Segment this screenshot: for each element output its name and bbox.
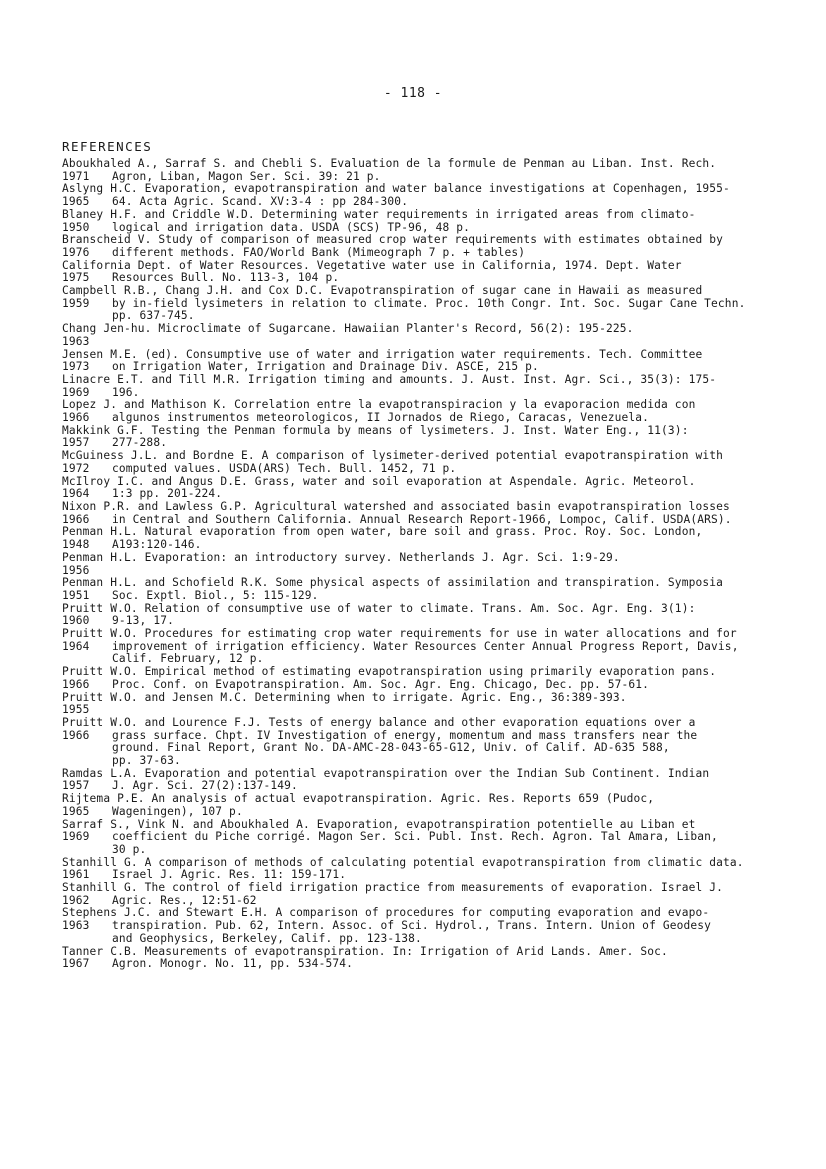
reference-year: 1972 [62, 461, 90, 475]
reference-continuation-line: transpiration. Pub. 62, Intern. Assoc. of Sci. Hydrol., Trans. Intern. Union of Geodesy [112, 919, 712, 933]
reference-first-line: McGuiness J.L. and Bordne E. A comparison of lysimeter-derived potential evapotranspiration with [62, 449, 724, 463]
reference-first-line: Rijtema P.E. An analysis of actual evapotranspiration. Agric. Res. Reports 659 (Pudoc, [62, 792, 655, 806]
reference-continuation-line: Wageningen), 107 p. [112, 804, 243, 818]
reference-first-line: Penman H.L. and Schofield R.K. Some physical aspects of assimilation and transpiration. Symposia [62, 576, 724, 590]
reference-first-line: Chang Jen-hu. Microclimate of Sugarcane. Hawaiian Planter's Record, 56(2): 195-225. [62, 322, 634, 336]
reference-entry [62, 234, 802, 259]
reference-first-line: Pruitt W.O. and Lourence F.J. Tests of energy balance and other evaporation equations over a [62, 715, 696, 729]
reference-year: 1962 [62, 893, 90, 907]
reference-year: 1955 [62, 703, 90, 717]
reference-year: 1966 [62, 677, 90, 691]
reference-year: 1956 [62, 563, 90, 577]
reference-year: 1966 [62, 512, 90, 526]
reference-year: 1957 [62, 779, 90, 793]
reference-continuation-line: logical and irrigation data. USDA (SCS) TP-96, 48 p. [112, 220, 471, 234]
reference-entry [62, 857, 802, 882]
reference-continuation-line: 1:3 pp. 201-224. [112, 487, 223, 501]
reference-entry [62, 577, 802, 602]
reference-first-line: Stanhill G. A comparison of methods of calculating potential evapotranspiration from climatic data. [62, 855, 744, 869]
reference-year: 1966 [62, 728, 90, 742]
reference-continuation-line: Agric. Res., 12:51-62 [112, 893, 257, 907]
reference-continuation-line: Resources Bull. No. 113-3, 104 p. [112, 271, 340, 285]
reference-continuation-line: 9-13, 17. [112, 614, 174, 628]
reference-first-line: Makkink G.F. Testing the Penman formula by means of lysimeters. J. Inst. Water Eng., 11(3): [62, 423, 689, 437]
reference-continuation-line: J. Agr. Sci. 27(2):137-149. [112, 779, 298, 793]
reference-year: 1969 [62, 385, 90, 399]
reference-first-line: Ramdas L.A. Evaporation and potential evapotranspiration over the Indian Sub Continent. Indian [62, 766, 710, 780]
reference-first-line: Penman H.L. Natural evaporation from open water, bare soil and grass. Proc. Roy. Soc. London, [62, 525, 703, 539]
reference-year: 1964 [62, 487, 90, 501]
reference-continuation-line: Calif. February, 12 p. [112, 652, 264, 666]
reference-continuation-line: algunos instrumentos meteorologicos, II Jornados de Riego, Caracas, Venezuela. [112, 411, 650, 425]
reference-continuation-line: in Central and Southern California. Annual Research Report-1966, Lompoc, Calif. USDA(ARS). [112, 512, 732, 526]
reference-entry [62, 628, 802, 666]
reference-year: 1957 [62, 436, 90, 450]
reference-entry [62, 209, 802, 234]
reference-continuation-line: coefficient du Piche corrigé. Magon Ser. Sci. Publ. Inst. Rech. Agron. Tal Amara, Liban, [112, 830, 718, 844]
reference-entry [62, 374, 802, 399]
reference-year: 1960 [62, 614, 90, 628]
reference-entry [62, 603, 802, 628]
reference-continuation-line: pp. 637-745. [112, 309, 195, 323]
reference-list [62, 158, 802, 971]
reference-entry [62, 158, 802, 183]
reference-year: 1967 [62, 957, 90, 971]
reference-year: 1965 [62, 804, 90, 818]
reference-entry [62, 907, 802, 945]
reference-year: 1976 [62, 245, 90, 259]
reference-first-line: Pruitt W.O. Relation of consumptive use of water to climate. Trans. Am. Soc. Agr. Eng. 3(1): [62, 601, 696, 615]
reference-entry [62, 260, 802, 285]
reference-first-line: Blaney H.F. and Criddle W.D. Determining water requirements in irrigated areas from climato- [62, 207, 696, 221]
reference-entry [62, 882, 802, 907]
reference-year: 1951 [62, 588, 90, 602]
reference-first-line: Campbell R.B., Chang J.H. and Cox D.C. Evapotranspiration of sugar cane in Hawaii as measured [62, 284, 703, 298]
reference-continuation-line: Agron, Liban, Magon Ser. Sci. 39: 21 p. [112, 169, 381, 183]
reference-first-line: Branscheid V. Study of comparison of measured crop water requirements with estimates obtained by [62, 233, 724, 247]
reference-first-line: Penman H.L. Evaporation: an introductory survey. Netherlands J. Agr. Sci. 1:9-29. [62, 550, 620, 564]
reference-year: 1961 [62, 868, 90, 882]
reference-continuation-line: improvement of irrigation efficiency. Water Resources Center Annual Progress Report, Davis, [112, 639, 739, 653]
reference-entry [62, 183, 802, 208]
reference-entry [62, 526, 802, 551]
reference-entry [62, 501, 802, 526]
reference-year: 1950 [62, 220, 90, 234]
reference-entry [62, 552, 802, 577]
reference-continuation-line: Agron. Monogr. No. 11, pp. 534-574. [112, 957, 353, 971]
reference-year: 1973 [62, 360, 90, 374]
reference-entry [62, 285, 802, 323]
reference-continuation-line: by in-field lysimeters in relation to climate. Proc. 10th Congr. Int. Soc. Sugar Cane Techn. [112, 296, 746, 310]
reference-year: 1963 [62, 919, 90, 933]
reference-continuation-line: 196. [112, 385, 140, 399]
reference-continuation-line: 64. Acta Agric. Scand. XV:3-4 : pp 284-300. [112, 195, 409, 209]
reference-continuation-line: A193:120-146. [112, 538, 202, 552]
reference-entry [62, 323, 802, 348]
reference-continuation-line: and Geophysics, Berkeley, Calif. pp. 123-138. [112, 931, 422, 945]
reference-continuation-line: Proc. Conf. on Evapotranspiration. Am. Soc. Agr. Eng. Chicago, Dec. pp. 57-61. [112, 677, 650, 691]
reference-first-line: Stanhill G. The control of field irrigation practice from measurements of evaporation. Israel J. [62, 881, 724, 895]
reference-continuation-line: different methods. FAO/World Bank (Mimeograph 7 p. + tables) [112, 245, 526, 259]
reference-entry [62, 425, 802, 450]
reference-first-line: Aboukhaled A., Sarraf S. and Chebli S. Evaluation de la formule de Penman au Liban. Inst. Rech. [62, 157, 717, 170]
reference-entry [62, 666, 802, 691]
reference-year: 1966 [62, 411, 90, 425]
reference-year: 1948 [62, 538, 90, 552]
reference-first-line: Pruitt W.O. Empirical method of estimating evapotranspiration using primarily evaporation pans. [62, 665, 717, 679]
reference-entry [62, 946, 802, 971]
reference-year: 1971 [62, 169, 90, 183]
reference-entry [62, 768, 802, 793]
reference-continuation-line: 30 p. [112, 842, 147, 856]
reference-first-line: Sarraf S., Vink N. and Aboukhaled A. Evaporation, evapotranspiration potentielle au Liban et [62, 817, 696, 831]
reference-continuation-line: on Irrigation Water, Irrigation and Drainage Div. ASCE, 215 p. [112, 360, 539, 374]
reference-first-line: Stephens J.C. and Stewart E.H. A comparison of procedures for computing evaporation and evapo- [62, 906, 710, 920]
reference-entry [62, 793, 802, 818]
reference-first-line: Aslyng H.C. Evaporation, evapotranspiration and water balance investigations at Copenhagen, 1955- [62, 182, 730, 196]
reference-first-line: Nixon P.R. and Lawless G.P. Agricultural watershed and associated basin evapotranspiration losses [62, 499, 730, 513]
reference-entry [62, 819, 802, 857]
reference-first-line: McIlroy I.C. and Angus D.E. Grass, water and soil evaporation at Aspendale. Agric. Meteorol. [62, 474, 696, 488]
reference-continuation-line [112, 336, 802, 349]
reference-first-line: Pruitt W.O. and Jensen M.C. Determining when to irrigate. Agric. Eng., 36:389-393. [62, 690, 627, 704]
reference-year: 1959 [62, 296, 90, 310]
reference-continuation-line: pp. 37-63. [112, 754, 181, 768]
reference-continuation-line: Soc. Exptl. Biol., 5: 115-129. [112, 588, 319, 602]
reference-first-line: Lopez J. and Mathison K. Correlation entre la evapotranspiracion y la evaporacion medida con [62, 398, 696, 412]
reference-entry [62, 450, 802, 475]
reference-year: 1965 [62, 195, 90, 209]
references-heading: REFERENCES [62, 139, 153, 154]
reference-continuation-line: 277-288. [112, 436, 168, 450]
reference-first-line: California Dept. of Water Resources. Vegetative water use in California, 1974. Dept. Water [62, 258, 682, 272]
reference-continuation-line: ground. Final Report, Grant No. DA-AMC-28-043-65-G12, Univ. of Calif. AD-635 588, [112, 741, 670, 755]
reference-continuation-line: computed values. USDA(ARS) Tech. Bull. 1452, 71 p. [112, 461, 457, 475]
reference-entry [62, 349, 802, 374]
reference-first-line: Jensen M.E. (ed). Consumptive use of water and irrigation water requirements. Tech. Committee [62, 347, 703, 361]
reference-first-line: Pruitt W.O. Procedures for estimating crop water requirements for use in water allocations and for [62, 627, 737, 641]
reference-continuation-line: Israel J. Agric. Res. 11: 159-171. [112, 868, 347, 882]
reference-year: 1975 [62, 271, 90, 285]
reference-first-line: Tanner C.B. Measurements of evapotranspiration. In: Irrigation of Arid Lands. Amer. Soc. [62, 944, 668, 958]
reference-continuation-line: grass surface. Chpt. IV Investigation of energy, momentum and mass transfers near the [112, 728, 698, 742]
reference-first-line: Linacre E.T. and Till M.R. Irrigation timing and amounts. J. Aust. Inst. Agr. Sci., 35(3): 175- [62, 372, 717, 386]
page-number: - 118 - [383, 86, 443, 101]
reference-entry [62, 399, 802, 424]
reference-year: 1969 [62, 830, 90, 844]
reference-entry [62, 717, 802, 768]
reference-entry [62, 476, 802, 501]
reference-year: 1964 [62, 639, 90, 653]
reference-year: 1963 [62, 334, 90, 348]
reference-entry [62, 692, 802, 717]
